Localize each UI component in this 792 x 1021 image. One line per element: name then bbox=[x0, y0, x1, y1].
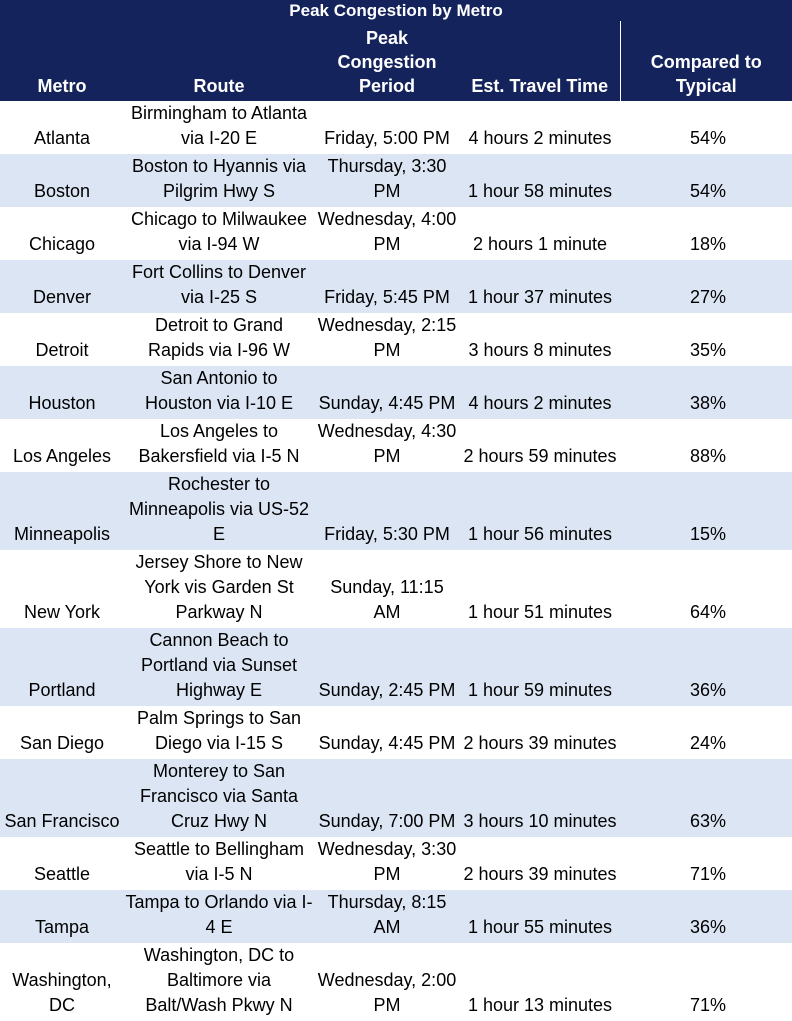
cell-route: San Antonio to Houston via I-10 E bbox=[124, 366, 314, 419]
cell-compared: 54% bbox=[690, 128, 727, 148]
cell-metro: Washington, DC bbox=[12, 970, 112, 1015]
cell-travel: 3 hours 8 minutes bbox=[468, 340, 612, 360]
cell-route: Chicago to Milwaukee via I-94 W bbox=[130, 209, 308, 254]
cell-metro: Portland bbox=[0, 628, 124, 706]
cell-metro: San Diego bbox=[19, 733, 105, 753]
cell-travel: 1 hour 56 minutes bbox=[460, 472, 620, 550]
cell-route: Detroit to Grand Rapids via I-96 W bbox=[147, 315, 291, 360]
table-title: Peak Congestion by Metro bbox=[0, 0, 792, 21]
header-metro: Metro bbox=[0, 21, 124, 101]
cell-travel: 2 hours 39 minutes bbox=[463, 733, 617, 753]
cell-metro: Seattle bbox=[33, 864, 91, 884]
cell-compared: 36% bbox=[620, 890, 792, 943]
cell-period: Sunday, 2:45 PM bbox=[314, 628, 460, 706]
cell-period: Thursday, 3:30 PM bbox=[314, 154, 460, 207]
cell-compared: 38% bbox=[620, 366, 792, 419]
cell-metro: Chicago bbox=[28, 234, 96, 254]
cell-period: Wednesday, 2:15 PM bbox=[317, 315, 457, 360]
cell-compared: 18% bbox=[690, 234, 727, 254]
table-row bbox=[0, 419, 792, 472]
cell-route: Cannon Beach to Portland via Sunset Highway E bbox=[124, 628, 314, 706]
header-peak-period-line2: Congestion bbox=[337, 52, 437, 72]
cell-route: Los Angeles to Bakersfield via I-5 N bbox=[138, 421, 300, 466]
header-compared bbox=[620, 21, 792, 101]
cell-route: Monterey to San Francisco via Santa Cruz Hwy N bbox=[124, 759, 314, 837]
cell-route: Birmingham to Atlanta via I-20 E bbox=[130, 103, 308, 148]
cell-route: Washington, DC to Baltimore via Balt/Wash Pkwy N bbox=[143, 945, 295, 1015]
header-peak-period bbox=[314, 21, 460, 101]
cell-period: Sunday, 7:00 PM bbox=[314, 759, 460, 837]
cell-travel: 4 hours 2 minutes bbox=[468, 128, 612, 148]
cell-travel: 1 hour 37 minutes bbox=[460, 260, 620, 313]
table-row bbox=[0, 890, 792, 943]
cell-travel: 1 hour 55 minutes bbox=[460, 890, 620, 943]
cell-compared: 15% bbox=[620, 472, 792, 550]
table-row bbox=[0, 472, 792, 550]
cell-metro: Los Angeles bbox=[12, 446, 112, 466]
cell-travel: 3 hours 10 minutes bbox=[460, 759, 620, 837]
cell-compared: 88% bbox=[690, 446, 727, 466]
cell-route: Seattle to Bellingham via I-5 N bbox=[133, 839, 305, 884]
cell-metro: Houston bbox=[0, 366, 124, 419]
cell-metro: Boston bbox=[0, 154, 124, 207]
cell-period: Wednesday, 2:00 PM bbox=[317, 970, 457, 1015]
table-row bbox=[0, 101, 792, 154]
table-row bbox=[0, 628, 792, 706]
cell-travel: 4 hours 2 minutes bbox=[460, 366, 620, 419]
cell-metro: Tampa bbox=[0, 890, 124, 943]
cell-travel: 1 hour 58 minutes bbox=[460, 154, 620, 207]
cell-period: Sunday, 4:45 PM bbox=[314, 366, 460, 419]
cell-travel: 2 hours 1 minute bbox=[472, 234, 608, 254]
table-row bbox=[0, 154, 792, 207]
cell-period: Sunday, 11:15 AM bbox=[330, 577, 444, 622]
cell-route: Fort Collins to Denver via I-25 S bbox=[124, 260, 314, 313]
cell-metro: Detroit bbox=[35, 340, 89, 360]
cell-metro: San Francisco bbox=[0, 759, 124, 837]
cell-period: Wednesday, 4:00 PM bbox=[317, 209, 457, 254]
table-row bbox=[0, 207, 792, 260]
cell-metro: Atlanta bbox=[33, 128, 91, 148]
cell-compared: 27% bbox=[620, 260, 792, 313]
header-peak-period-line1: Peak bbox=[365, 28, 409, 48]
cell-route: Rochester to Minneapolis via US-52 E bbox=[124, 472, 314, 550]
table-row bbox=[0, 260, 792, 313]
cell-travel: 1 hour 51 minutes bbox=[467, 602, 613, 622]
table-row bbox=[0, 366, 792, 419]
cell-travel: 1 hour 13 minutes bbox=[467, 995, 613, 1015]
cell-compared: 64% bbox=[690, 602, 727, 622]
cell-route: Boston to Hyannis via Pilgrim Hwy S bbox=[124, 154, 314, 207]
cell-compared: 71% bbox=[690, 995, 727, 1015]
table-row bbox=[0, 313, 792, 366]
table-row bbox=[0, 706, 792, 759]
cell-travel: 2 hours 39 minutes bbox=[463, 864, 617, 884]
cell-period: Friday, 5:00 PM bbox=[324, 128, 450, 148]
cell-period: Thursday, 8:15 AM bbox=[314, 890, 460, 943]
header-row bbox=[0, 21, 792, 101]
table-row bbox=[0, 550, 792, 628]
cell-compared: 54% bbox=[620, 154, 792, 207]
cell-period: Friday, 5:45 PM bbox=[314, 260, 460, 313]
table-row bbox=[0, 943, 792, 1021]
header-compared-line1: Compared to bbox=[650, 52, 762, 72]
header-travel-time: Est. Travel Time bbox=[460, 21, 620, 101]
cell-period: Wednesday, 4:30 PM bbox=[317, 421, 457, 466]
table-row bbox=[0, 837, 792, 890]
cell-compared: 35% bbox=[690, 340, 727, 360]
header-route: Route bbox=[124, 21, 314, 101]
cell-metro: Denver bbox=[0, 260, 124, 313]
cell-route: Palm Springs to San Diego via I-15 S bbox=[136, 708, 302, 753]
cell-metro: Minneapolis bbox=[0, 472, 124, 550]
cell-metro: New York bbox=[23, 602, 101, 622]
cell-route: Tampa to Orlando via I-4 E bbox=[124, 890, 314, 943]
cell-period: Sunday, 4:45 PM bbox=[318, 733, 456, 753]
cell-compared: 63% bbox=[620, 759, 792, 837]
table-title-row bbox=[0, 0, 792, 21]
header-peak-period-line3: Period bbox=[358, 76, 415, 96]
cell-route: Jersey Shore to New York vis Garden St Parkway N bbox=[135, 552, 303, 622]
cell-travel: 1 hour 59 minutes bbox=[460, 628, 620, 706]
cell-period: Wednesday, 3:30 PM bbox=[317, 839, 457, 884]
cell-travel: 2 hours 59 minutes bbox=[463, 446, 617, 466]
cell-compared: 24% bbox=[690, 733, 727, 753]
cell-compared: 36% bbox=[620, 628, 792, 706]
header-compared-line2: Typical bbox=[675, 76, 737, 96]
cell-period: Friday, 5:30 PM bbox=[314, 472, 460, 550]
cell-compared: 71% bbox=[690, 864, 727, 884]
table-row bbox=[0, 759, 792, 837]
